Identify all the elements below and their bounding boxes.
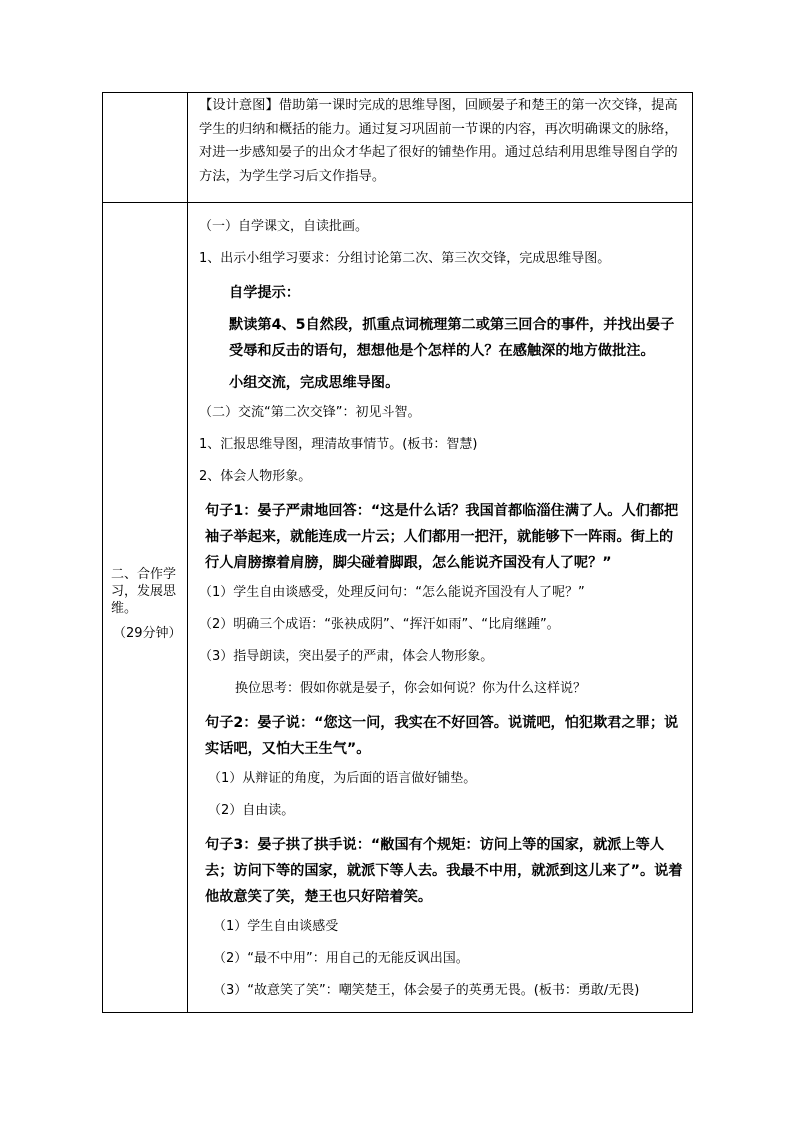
- step-heading-self-study: （一）自学课文，自读批画。: [199, 219, 369, 234]
- design-intent-text: 【设计意图】借助第一课时完成的思维导图，回顾晏子和楚王的第一次交锋，提高学生的归纳和概括的能力。通过复习巩固前一节课的内容，再次明确课文的脉络，对进一步感知晏子的出众才华起了很好的铺垫作用。通过总结利用思维导图自学的方法，为学生学习后文作指导。: [199, 98, 678, 184]
- sentence-1-point-3: （3）指导朗读，突出晏子的严肃，体会人物形象。: [199, 649, 494, 664]
- perspective-thinking: 换位思考：假如你就是晏子，你会如何说？你为什么这样说？: [235, 681, 587, 696]
- report-mind-map: 1、汇报思维导图，理清故事情节。(板书：智慧): [199, 437, 478, 452]
- design-intent-cell: [188, 93, 693, 203]
- sentence-3: 句子3：晏子拱了拱手说：“敝国有个规矩：访问上等的国家，就派上等人去；访问下等的国家，就派下等人去。我最不中用，就派到这儿来了”。说着他故意笑了笑，楚王也只好陪着笑。: [205, 837, 683, 905]
- sentence-3-point-3: （3）“故意笑了笑”：嘲笑楚王，体会晏子的英勇无畏。(板书：勇敢/无畏): [213, 983, 640, 998]
- sentence-2: 句子2：晏子说：“您这一问，我实在不好回答。说谎吧，怕犯欺君之罪；说实话吧，又怕大王生气”。: [205, 715, 679, 757]
- section-title: 二、合作学习，发展思维。: [111, 567, 177, 616]
- self-study-tips-heading: 自学提示：: [229, 285, 300, 301]
- sentence-1-point-2: （2）明确三个成语：“张袂成阴”、“挥汗如雨”、“比肩继踵”。: [199, 617, 560, 632]
- section-content-cell: [188, 203, 693, 1013]
- table-row-cooperative-learning: [103, 203, 693, 1013]
- self-study-tips-text: 默读第4、5自然段，抓重点词梳理第二或第三回合的事件，并找出晏子受辱和反击的语句，想想他是个怎样的人？在感触深的地方做批注。: [229, 317, 675, 359]
- table-row-design-intent: [103, 93, 693, 203]
- empty-left-cell: [103, 93, 188, 203]
- sentence-1: 句子1：晏子严肃地回答：“这是什么话？我国首都临淄住满了人。人们都把袖子举起来，就能连成一片云；人们都用一把汗，就能够下一阵雨。街上的行人肩膀擦着肩膀，脚尖碰着脚跟，怎么能说齐国没有人了呢？”: [205, 503, 679, 571]
- section-label-cell: [103, 203, 188, 1013]
- sentence-1-point-1: （1）学生自由谈感受，处理反问句：“怎么能说齐国没有人了呢？”: [199, 585, 585, 600]
- group-exchange-text: 小组交流，完成思维导图。: [229, 375, 400, 391]
- sentence-2-point-1: （1）从辩证的角度，为后面的语言做好铺垫。: [208, 771, 477, 786]
- section-duration: （29分钟）: [113, 626, 182, 641]
- lesson-plan-table: [102, 92, 693, 1013]
- sentence-3-point-2: （2）“最不中用”：用自己的无能反讽出国。: [213, 951, 469, 966]
- sentence-3-point-1: （1）学生自由谈感受: [213, 919, 339, 934]
- character-image: 2、体会人物形象。: [199, 469, 312, 484]
- group-requirement: 1、出示小组学习要求：分组讨论第二次、第三次交锋，完成思维导图。: [199, 251, 611, 266]
- sentence-2-point-2: （2）自由读。: [208, 803, 295, 818]
- step-heading-second-round: （二）交流“第二次交锋”：初见斗智。: [199, 405, 421, 420]
